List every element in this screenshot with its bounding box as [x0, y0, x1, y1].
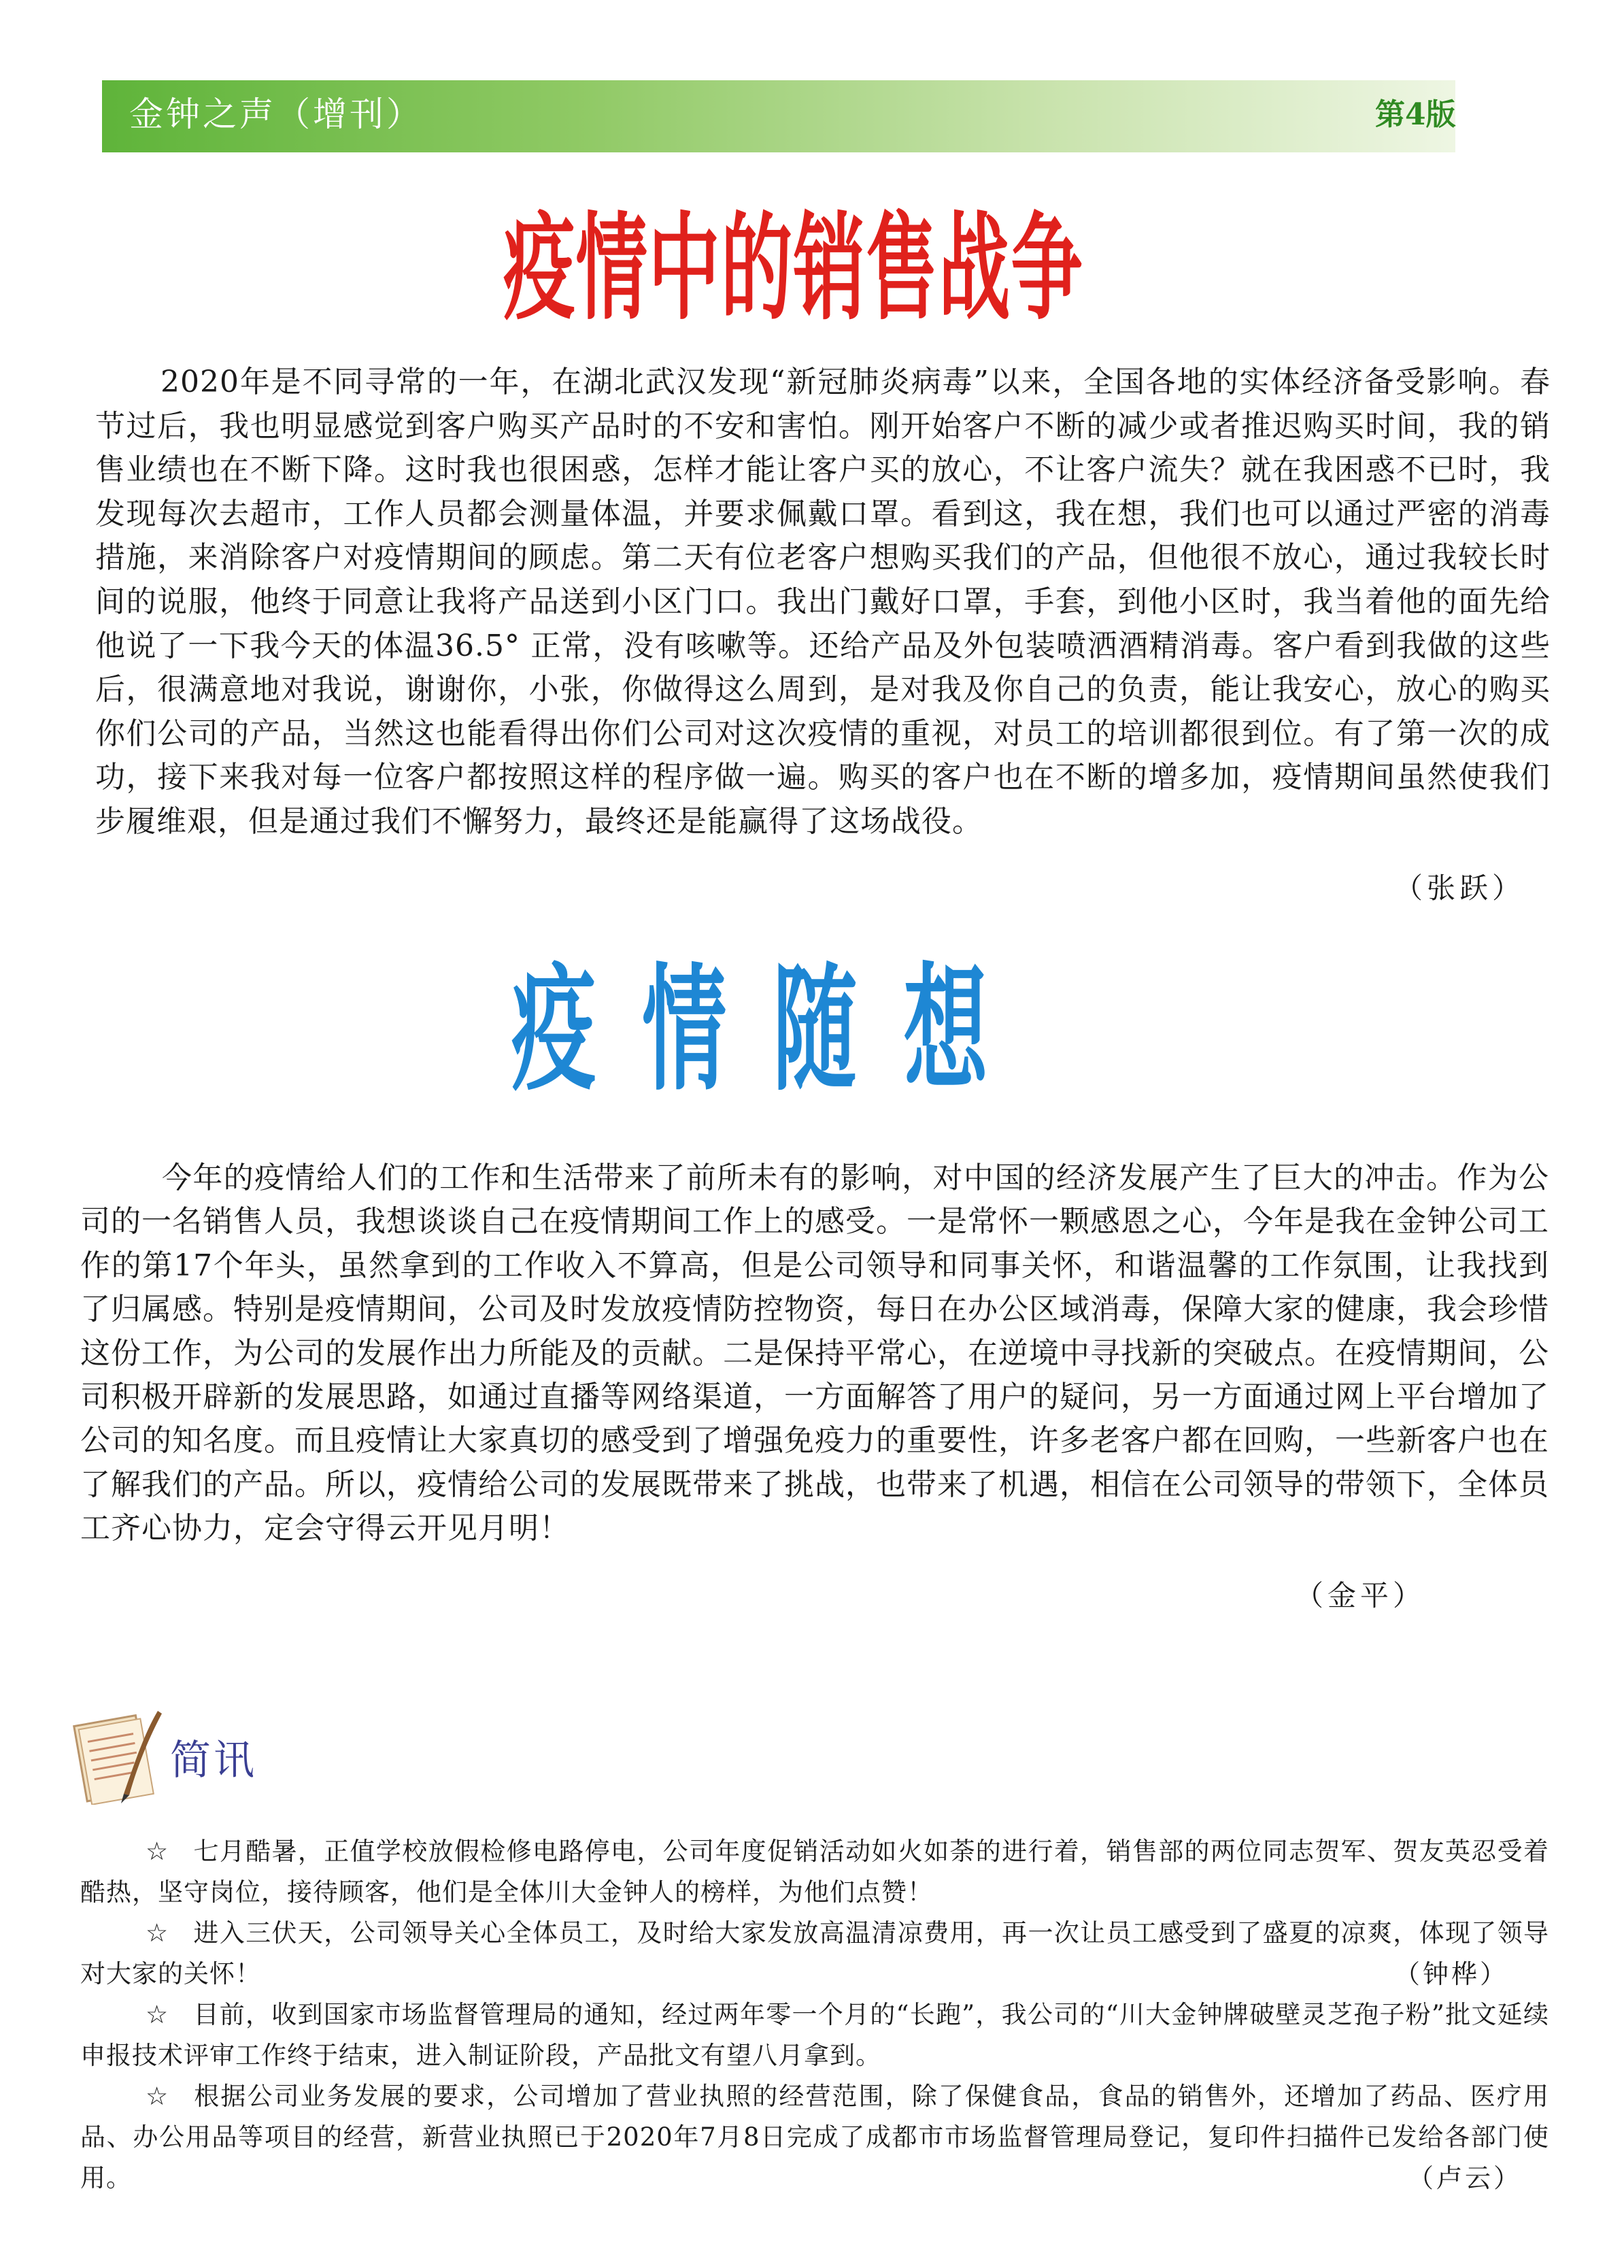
brief-item-author: （钟桦） — [1394, 1959, 1509, 1989]
star-icon: ☆ — [146, 1837, 169, 1866]
brief-item-text: 根据公司业务发展的要求，公司增加了营业执照的经营范围，除了保健食品，食品的销售外，还增加了药品、医疗用品、办公用品等项目的经营，新营业执照已于2020年7月8日完成了成都市市场监督管理局登记，复印件扫描件已发给各部门使用。 — [80, 2082, 1549, 2192]
notepad-quill-icon — [71, 1704, 167, 1805]
star-icon: ☆ — [146, 2082, 170, 2111]
brief-item-text: 七月酷暑，正值学校放假检修电路停电，公司年度促销活动如火如荼的进行着，销售部的两位同志贺军、贺友英忍受着酷热，坚守岗位，接待顾客，他们是全体川大金钟人的榜样，为他们点赞！ — [80, 1837, 1549, 1907]
article2-body: 今年的疫情给人们的工作和生活带来了前所未有的影响，对中国的经济发展产生了巨大的冲击。作为公司的一名销售人员，我想谈谈自己在疫情期间工作上的感受。一是常怀一颗感恩之心，今年是我在金钟公司工作的第17个年头，虽然拿到的工作收入不算高，但是公司领导和同事关怀，和谐温馨的工作氛围，让我找到了归属感。特别是疫情期间，公司及时发放疫情防控物资，每日在办公区域消毒，保障大家的健康，我会珍惜这份工作，为公司的发展作出力所能及的贡献。二是保持平常心，在逆境中寻找新的突破点。在疫情期间，公司积极开辟新的发展思路，如通过直播等网络渠道，一方面解答了用户的疑问，另一方面通过网上平台增加了公司的知名度。而且疫情让大家真切的感受到了增强免疫力的重要性，许多老客户都在回购，一些新客户也在了解我们的产品。所以，疫情给公司的发展既带来了挑战，也带来了机遇，相信在公司领导的带领下，全体员工齐心协力，定会守得云开见月明！ — [80, 1161, 1549, 1546]
article1-author: （张跃） — [1394, 871, 1525, 905]
star-icon: ☆ — [146, 2000, 169, 2029]
brief-item — [80, 1831, 1549, 1913]
page-number: 第4版 — [1375, 97, 1456, 132]
article1-body: 2020年是不同寻常的一年，在湖北武汉发现“新冠肺炎病毒”以来，全国各地的实体经济备受影响。春节过后，我也明显感觉到客户购买产品时的不安和害怕。刚开始客户不断的减少或者推迟购买时间，我的销售业绩也在不断下降。这时我也很困惑，怎样才能让客户买的放心，不让客户流失？就在我困惑不已时，我发现每次去超市，工作人员都会测量体温，并要求佩戴口罩。看到这，我在想，我们也可以通过严密的消毒措施，来消除客户对疫情期间的顾虑。第二天有位老客户想购买我们的产品，但他很不放心，通过我较长时间的说服，他终于同意让我将产品送到小区门口。我出门戴好口罩，手套，到他小区时，我当着他的面先给他说了一下我今天的体温36.5° 正常，没有咳嗽等。还给产品及外包装喷洒酒精消毒。客户看到我做的这些后，很满意地对我说，谢谢你，小张，你做得这么周到，是对我及你自己的负责，能让我安心，放心的购买你们公司的产品，当然这也能看得出你们公司对这次疫情的重视，对员工的培训都很到位。有了第一次的成功，接下来我对每一位客户都按照这样的程序做一遍。购买的客户也在不断的增多加，疫情期间虽然使我们步履维艰，但是通过我们不懈努力，最终还是能赢得了这场战役。 — [95, 365, 1551, 839]
brief-item-text: 目前，收到国家市场监督管理局的通知，经过两年零一个月的“长跑”，我公司的“川大金钟牌破壁灵芝孢子粉”批文延续申报技术评审工作终于结束，进入制证阶段，产品批文有望八月拿到。 — [80, 2000, 1549, 2070]
brief-section-title: 简讯 — [170, 1737, 257, 1784]
brief-item-author: （卢云） — [1408, 2163, 1523, 2193]
brief-item — [80, 1995, 1549, 2076]
publication-title: 金钟之声（增刊） — [129, 95, 423, 134]
article1-headline: 疫情中的销售战争 — [503, 201, 1084, 336]
brief-item — [80, 1913, 1549, 1995]
brief-item-text: 进入三伏天，公司领导关心全体员工，及时给大家发放高温清凉费用，再一次让员工感受到了盛夏的凉爽，体现了领导对大家的关怀！ — [80, 1918, 1549, 1988]
star-icon: ☆ — [146, 1918, 169, 1948]
article2-author: （金平） — [1295, 1579, 1426, 1612]
article2-headline: 疫情随想 — [511, 951, 1034, 1110]
brief-item — [80, 2076, 1549, 2199]
